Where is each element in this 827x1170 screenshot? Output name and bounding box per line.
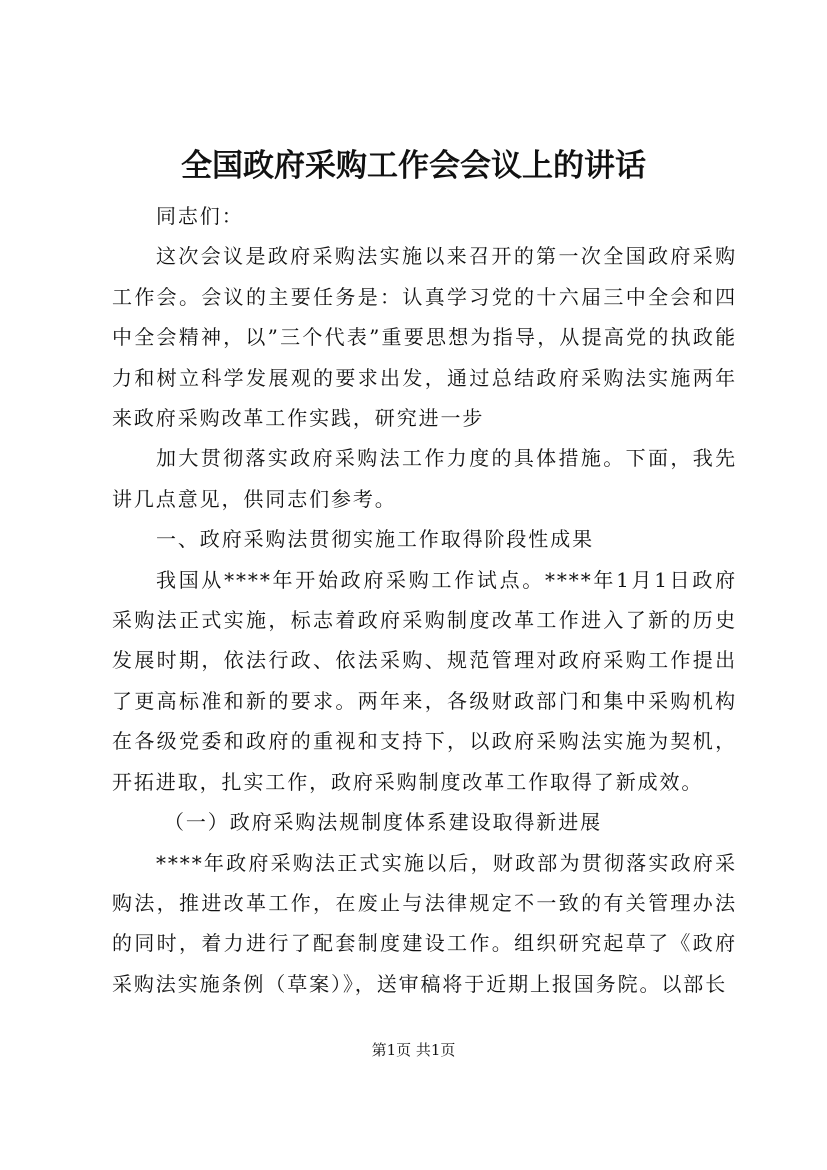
body-paragraph: ****年政府采购法正式实施以后，财政部为贯彻落实政府采购法，推进改革工作，在废止与法律规定不一致的有关管理办法的同时，着力进行了配套制度建设工作。组织研究起草了《政府采购法实施条例（草案）》，送审稿将于近期上报国务院。以部长 xyxy=(112,850,737,996)
body-paragraph: 我国从****年开始政府采购工作试点。****年1月1日政府采购法正式实施，标志着政府采购制度改革工作进入了新的历史发展时期，依法行政、依法采购、规范管理对政府采购工作提出了更高标准和新的要求。两年来，各级财政部门和集中采购机构在各级党委和政府的重视和支持下，以政府采购法实施为契机，开拓进取，扎实工作，政府采购制度改革工作取得了新成效。 xyxy=(112,567,737,794)
salutation-paragraph: 同志们： xyxy=(156,204,244,228)
page-number-footer: 第1页 共1页 xyxy=(371,1041,456,1059)
section-heading: 一、政府采购法贯彻实施工作取得阶段性成果 xyxy=(156,527,594,552)
document-body xyxy=(112,196,737,1004)
body-paragraph: 加大贯彻落实政府采购法工作力度的具体措施。下面，我先讲几点意见，供同志们参考。 xyxy=(112,446,737,511)
document-title: 全国政府采购工作会会议上的讲话 xyxy=(181,148,646,184)
body-paragraph: 这次会议是政府采购法实施以来召开的第一次全国政府采购工作会。会议的主要任务是：认真学习党的十六届三中全会和四中全会精神，以”三个代表”重要思想为指导，从提高党的执政能力和树立科学发展观的要求出发，通过总结政府采购法实施两年来政府采购改革工作实践，研究进一步 xyxy=(112,244,737,431)
subsection-heading: （一）政府采购法规制度体系建设取得新进展 xyxy=(164,810,602,835)
